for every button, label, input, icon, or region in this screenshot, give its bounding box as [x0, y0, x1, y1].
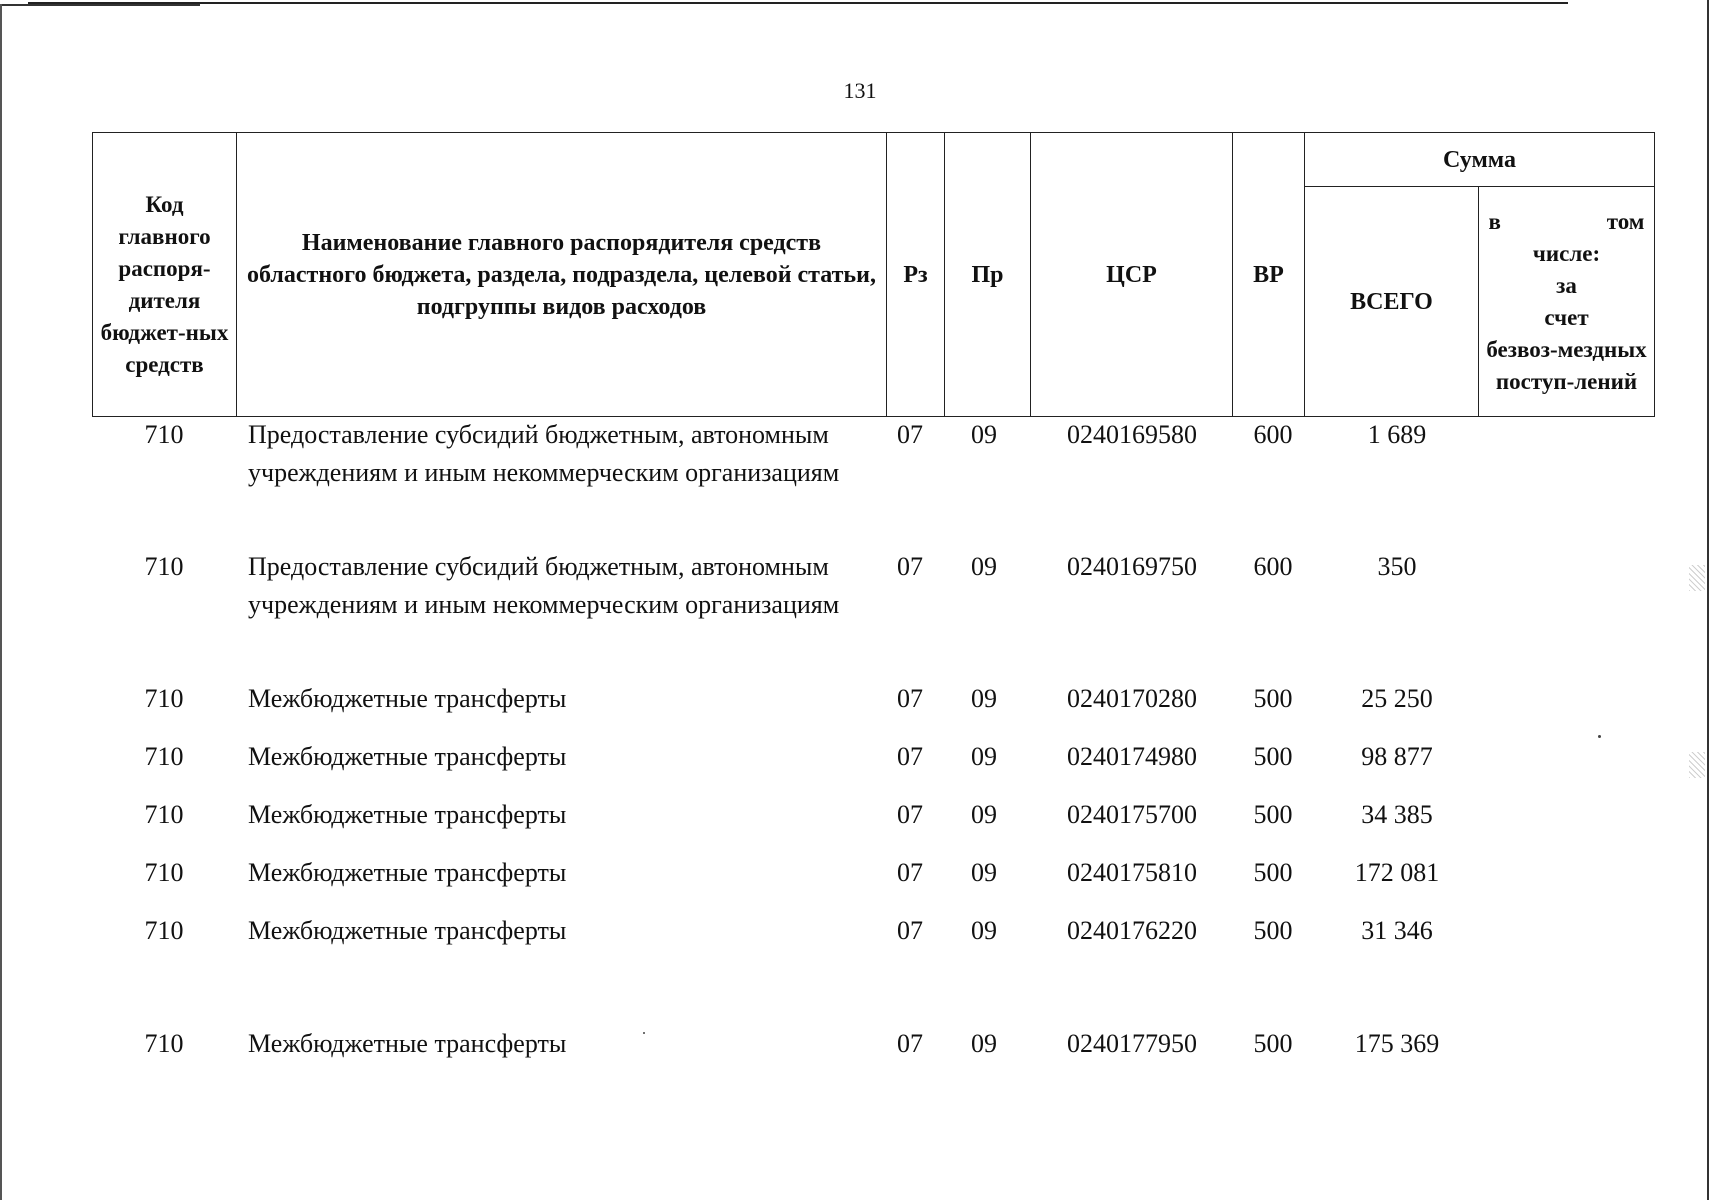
row-vr: 500	[1253, 858, 1293, 887]
row-pr: 09	[971, 1029, 997, 1058]
scan-speck	[643, 1032, 645, 1034]
row-name: Межбюджетные трансферты	[248, 858, 567, 887]
row-name: Межбюджетные трансферты	[248, 1029, 567, 1058]
table-row	[92, 854, 1654, 894]
row-total: 98 877	[1361, 742, 1433, 771]
row-csr: 0240169580	[1067, 420, 1197, 449]
row-rz: 07	[897, 684, 923, 713]
row-name: Предоставление субсидий бюджетным, автономным учреждениям и иным некоммерческим организациям	[248, 552, 840, 619]
row-name: Межбюджетные трансферты	[248, 742, 567, 771]
row-pr: 09	[971, 552, 997, 581]
row-csr: 0240169750	[1067, 552, 1197, 581]
header-sum: Сумма	[1305, 133, 1655, 187]
row-rz: 07	[897, 858, 923, 887]
row-vr: 500	[1253, 742, 1293, 771]
row-name: Межбюджетные трансферты	[248, 916, 567, 945]
page-number: 131	[843, 78, 877, 103]
row-code: 710	[144, 916, 184, 945]
row-rz: 07	[897, 420, 923, 449]
row-total: 25 250	[1361, 684, 1433, 713]
row-vr: 500	[1253, 684, 1293, 713]
header-name: Наименование главного распорядителя средств областного бюджета, раздела, подраздела, целевой статьи, подгруппы видов расходов	[237, 133, 887, 417]
table-row	[92, 738, 1654, 778]
row-code: 710	[144, 1029, 184, 1058]
row-total: 1 689	[1367, 420, 1427, 449]
row-code: 710	[144, 858, 184, 887]
row-name: Межбюджетные трансферты	[248, 800, 567, 829]
page-border-top-left	[0, 4, 200, 6]
row-rz: 07	[897, 552, 923, 581]
row-pr: 09	[971, 800, 997, 829]
header-csr: ЦСР	[1031, 133, 1233, 417]
header-total: ВСЕГО	[1305, 187, 1479, 417]
row-total: 172 081	[1354, 858, 1440, 887]
scan-speck	[1598, 735, 1601, 738]
row-total: 350	[1377, 552, 1417, 581]
row-pr: 09	[971, 684, 997, 713]
row-pr: 09	[971, 742, 997, 771]
row-vr: 600	[1253, 552, 1293, 581]
row-csr: 0240170280	[1067, 684, 1197, 713]
row-csr: 0240174980	[1067, 742, 1197, 771]
table-row	[92, 548, 1654, 662]
row-vr: 500	[1253, 800, 1293, 829]
table-row	[92, 912, 1654, 952]
row-csr: 0240176220	[1067, 916, 1197, 945]
row-rz: 07	[897, 916, 923, 945]
table-row	[92, 680, 1654, 720]
row-code: 710	[144, 420, 184, 449]
header-vr: ВР	[1233, 133, 1305, 417]
table-row	[92, 796, 1654, 836]
row-rz: 07	[897, 1029, 923, 1058]
table-row	[92, 1025, 1654, 1065]
page-border-left	[0, 4, 2, 1200]
row-rz: 07	[897, 800, 923, 829]
row-csr: 0240175810	[1067, 858, 1197, 887]
row-pr: 09	[971, 858, 997, 887]
row-vr: 600	[1253, 420, 1293, 449]
row-vr: 500	[1253, 916, 1293, 945]
row-code: 710	[144, 552, 184, 581]
row-csr: 0240177950	[1067, 1029, 1197, 1058]
row-name: Предоставление субсидий бюджетным, автономным учреждениям и иным некоммерческим организациям	[248, 420, 840, 487]
page-border-top	[28, 2, 1568, 4]
row-pr: 09	[971, 420, 997, 449]
scan-noise	[1689, 565, 1705, 591]
table-row	[92, 416, 1654, 530]
row-total: 34 385	[1361, 800, 1433, 829]
row-pr: 09	[971, 916, 997, 945]
table-header	[92, 132, 1655, 417]
row-vr: 500	[1253, 1029, 1293, 1058]
header-rz: Рз	[887, 133, 945, 417]
row-code: 710	[144, 742, 184, 771]
row-total: 31 346	[1361, 916, 1433, 945]
header-pr: Пр	[945, 133, 1031, 417]
scan-noise	[1689, 752, 1705, 778]
header-incl-free: в том числе: за счет безвоз-мездных поступ-лений	[1479, 187, 1655, 417]
row-rz: 07	[897, 742, 923, 771]
row-code: 710	[144, 800, 184, 829]
row-total: 175 369	[1354, 1029, 1440, 1058]
row-csr: 0240175700	[1067, 800, 1197, 829]
row-name: Межбюджетные трансферты	[248, 684, 567, 713]
row-code: 710	[144, 684, 184, 713]
header-code: Код главного распоря-дителя бюджет-ных средств	[93, 133, 237, 417]
